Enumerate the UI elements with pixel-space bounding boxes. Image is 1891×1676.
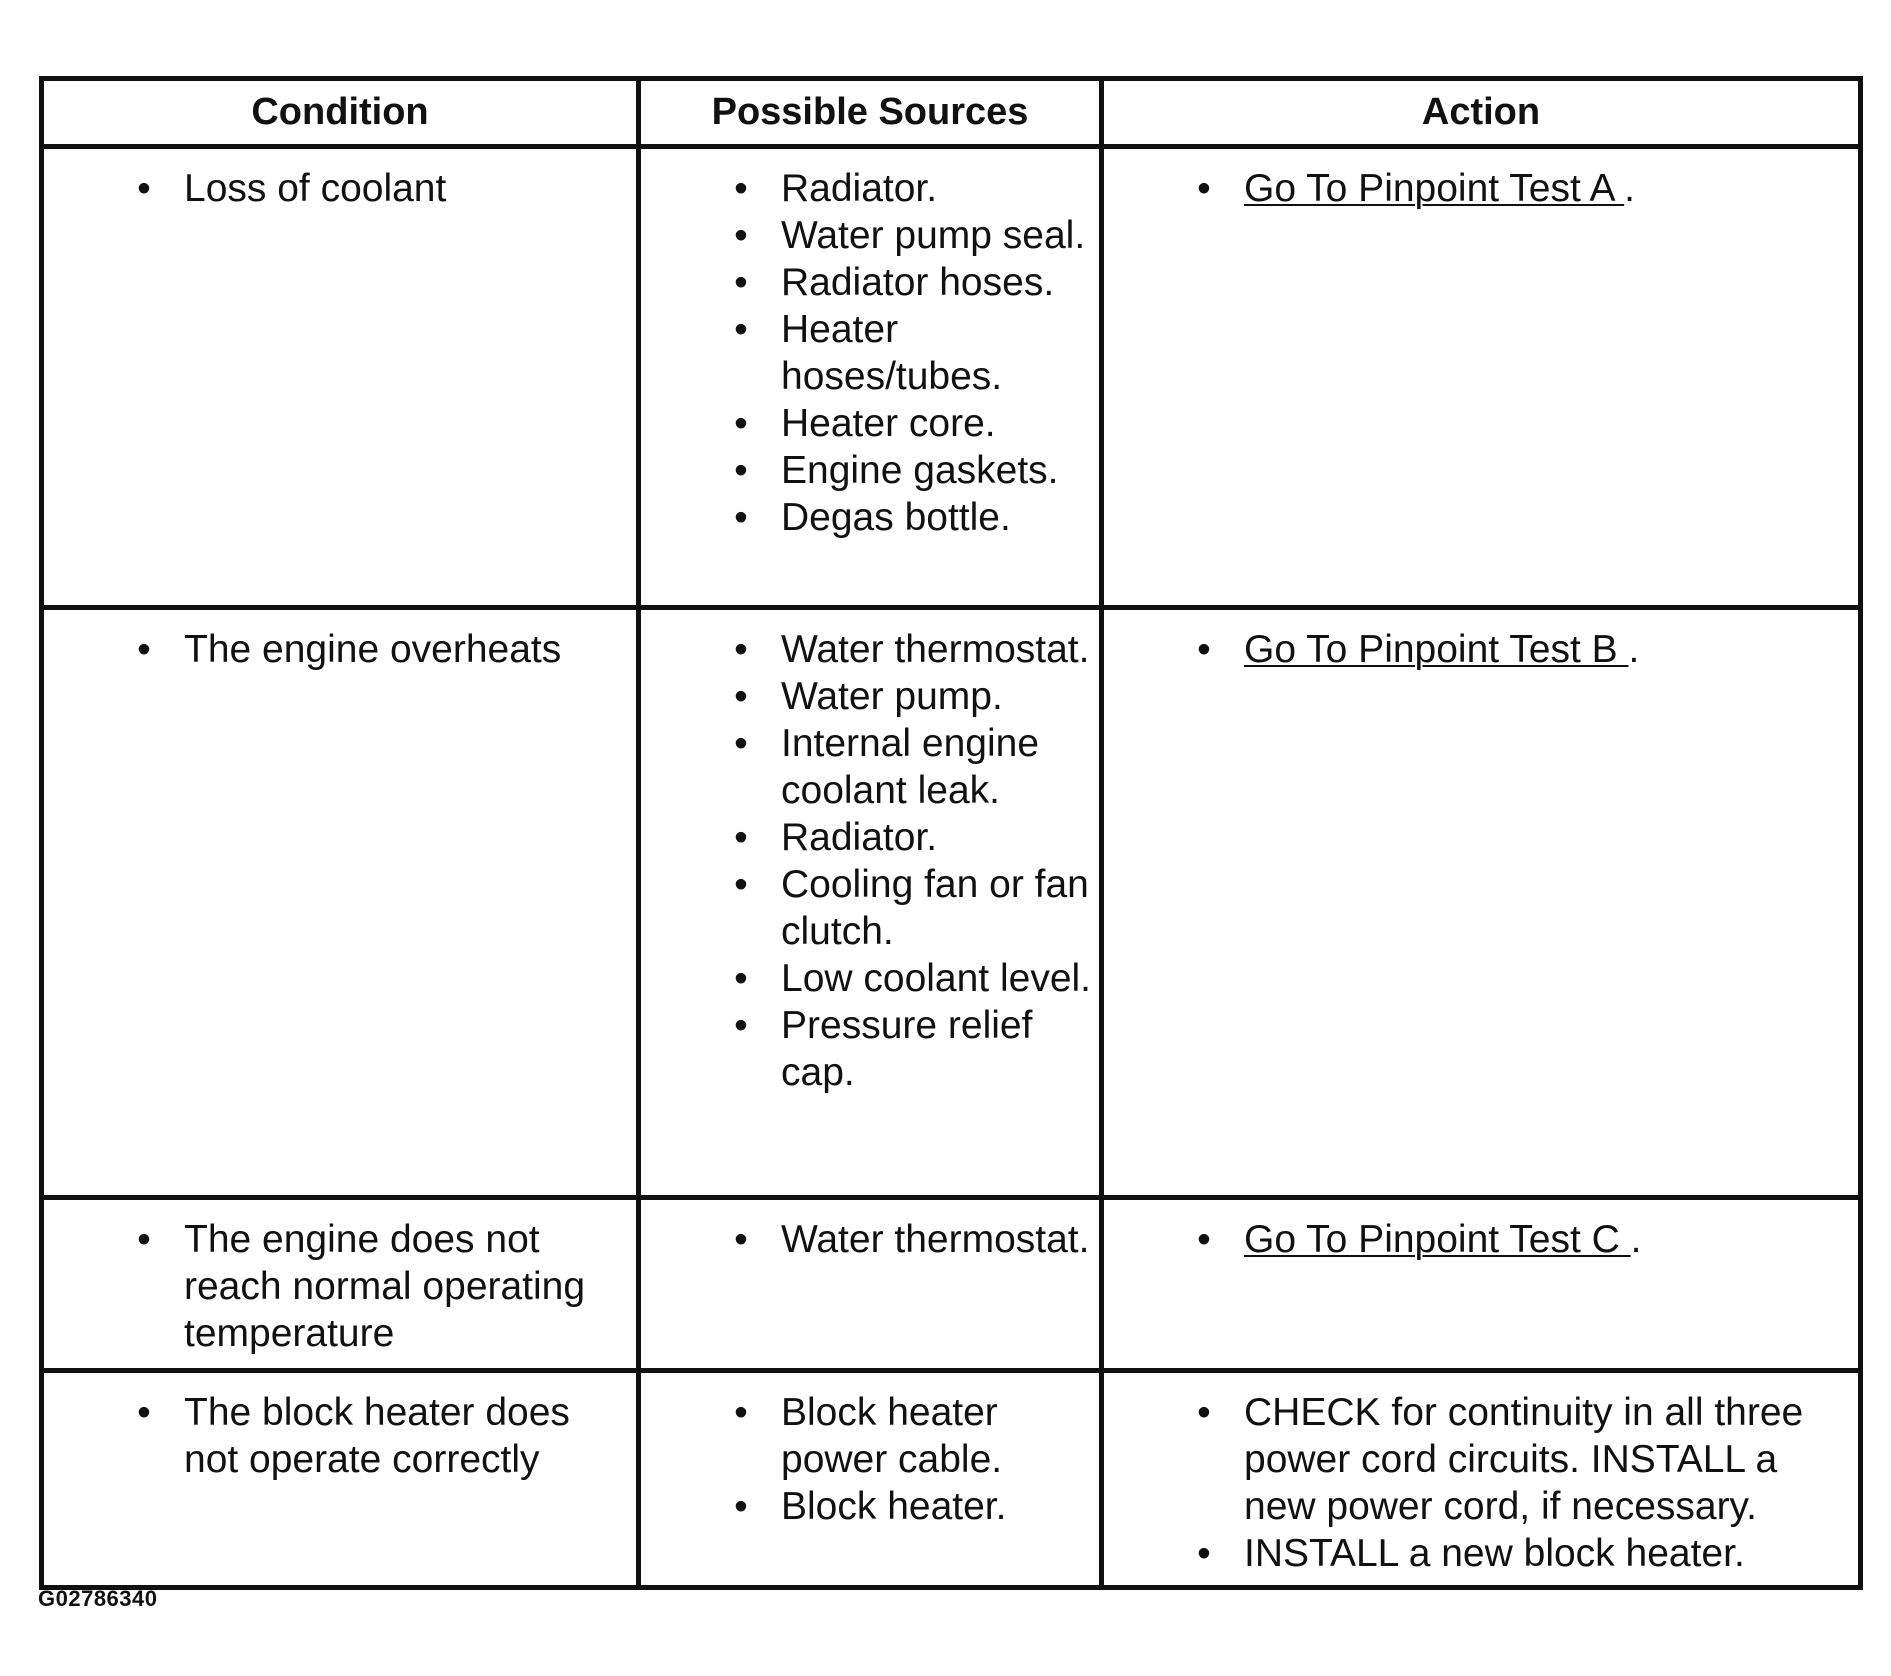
source-text: Block heater power cable. <box>781 1391 1003 1481</box>
link-suffix: . <box>1624 167 1635 210</box>
source-text: Block heater. <box>781 1485 1007 1528</box>
sources-list <box>641 1389 1093 1530</box>
list-item <box>641 165 1093 212</box>
bullet-icon: • <box>734 402 748 445</box>
source-text: Degas bottle. <box>781 496 1011 539</box>
source-text: Water thermostat. <box>781 1218 1090 1261</box>
bullet-icon: • <box>1197 1218 1211 1261</box>
bullet-icon: • <box>734 722 748 765</box>
condition-list <box>44 1389 630 1483</box>
bullet-icon: • <box>734 1004 748 1047</box>
source-text: Pressure relief cap. <box>781 1004 1033 1094</box>
source-text: Water pump. <box>781 675 1003 718</box>
bullet-icon: • <box>734 308 748 351</box>
source-text: Engine gaskets. <box>781 449 1059 492</box>
action-cell <box>1102 608 1861 1198</box>
action-text: INSTALL a new block heater. <box>1244 1532 1745 1575</box>
bullet-icon: • <box>1197 1391 1211 1434</box>
list-item <box>641 259 1093 306</box>
list-item <box>44 1389 630 1483</box>
sources-list <box>641 1216 1093 1263</box>
action-cell <box>1102 1198 1861 1371</box>
diagnosis-table <box>39 76 1863 1590</box>
header-row <box>42 79 1861 147</box>
action-text: CHECK for continuity in all three power cord circuits. INSTALL a new power cord, if necessary. <box>1244 1391 1804 1528</box>
bullet-icon: • <box>137 1218 151 1261</box>
condition-cell <box>42 608 639 1198</box>
header-condition: Condition <box>42 79 639 147</box>
source-text: Radiator. <box>781 816 938 859</box>
bullet-icon: • <box>1197 167 1211 210</box>
list-item <box>641 494 1093 541</box>
bullet-icon: • <box>734 214 748 257</box>
condition-list <box>44 626 630 673</box>
source-text: Radiator hoses. <box>781 261 1055 304</box>
figure-id-label: G02786340 <box>38 1586 158 1611</box>
bullet-icon: • <box>1197 628 1211 671</box>
list-item <box>641 1389 1093 1483</box>
pinpoint-test-b-link[interactable]: Go To Pinpoint Test B <box>1244 628 1629 671</box>
action-list <box>1104 1389 1852 1577</box>
source-text: Radiator. <box>781 167 938 210</box>
condition-text: The engine does not reach normal operating temperature <box>184 1218 586 1355</box>
table-row <box>42 608 1861 1198</box>
condition-text: The engine overheats <box>184 628 562 671</box>
list-item <box>641 1483 1093 1530</box>
list-item <box>641 955 1093 1002</box>
bullet-icon: • <box>734 496 748 539</box>
bullet-icon: • <box>734 628 748 671</box>
source-text: Cooling fan or fan clutch. <box>781 863 1089 953</box>
sources-list <box>641 626 1093 1096</box>
action-cell <box>1102 147 1861 608</box>
bullet-icon: • <box>734 167 748 210</box>
bullet-icon: • <box>734 675 748 718</box>
sources-cell <box>639 1371 1102 1588</box>
condition-text: The block heater does not operate correctly <box>184 1391 570 1481</box>
bullet-icon: • <box>137 628 151 671</box>
bullet-icon: • <box>734 449 748 492</box>
list-item <box>1104 165 1852 212</box>
link-suffix: . <box>1628 628 1640 671</box>
link-suffix: . <box>1630 1218 1642 1261</box>
source-text: Heater hoses/tubes. <box>781 308 1003 398</box>
table-row <box>42 1198 1861 1371</box>
list-item <box>44 626 630 673</box>
list-item <box>641 626 1093 673</box>
list-item <box>44 1216 630 1357</box>
condition-list <box>44 165 630 212</box>
condition-cell <box>42 1198 639 1371</box>
bullet-icon: • <box>734 816 748 859</box>
bullet-icon: • <box>734 863 748 906</box>
action-list <box>1104 165 1852 212</box>
bullet-icon: • <box>734 957 748 1000</box>
list-item <box>641 447 1093 494</box>
condition-list <box>44 1216 630 1357</box>
action-list <box>1104 1216 1852 1263</box>
bullet-icon: • <box>137 1391 151 1434</box>
sources-list <box>641 165 1093 541</box>
source-text: Heater core. <box>781 402 996 445</box>
bullet-icon: • <box>734 1218 748 1261</box>
list-item <box>641 400 1093 447</box>
condition-cell <box>42 1371 639 1588</box>
action-cell <box>1102 1371 1861 1588</box>
list-item <box>1104 1216 1852 1263</box>
list-item <box>1104 1389 1852 1530</box>
sources-cell <box>639 147 1102 608</box>
pinpoint-test-a-link[interactable]: Go To Pinpoint Test A <box>1244 167 1625 210</box>
list-item <box>641 212 1093 259</box>
source-text: Internal engine coolant leak. <box>781 722 1040 812</box>
bullet-icon: • <box>734 1391 748 1434</box>
sources-cell <box>639 608 1102 1198</box>
list-item <box>641 861 1093 955</box>
bullet-icon: • <box>734 261 748 304</box>
pinpoint-test-c-link[interactable]: Go To Pinpoint Test C <box>1244 1218 1631 1261</box>
list-item <box>641 1002 1093 1096</box>
list-item <box>44 165 630 212</box>
list-item <box>1104 1530 1852 1577</box>
header-possible-sources: Possible Sources <box>639 79 1102 147</box>
sources-cell <box>639 1198 1102 1371</box>
condition-text: Loss of coolant <box>184 167 447 210</box>
table-row <box>42 1371 1861 1588</box>
list-item <box>641 814 1093 861</box>
bullet-icon: • <box>734 1485 748 1528</box>
condition-cell <box>42 147 639 608</box>
source-text: Water thermostat. <box>781 628 1090 671</box>
header-action: Action <box>1102 79 1861 147</box>
list-item <box>641 306 1093 400</box>
source-text: Water pump seal. <box>781 214 1086 257</box>
action-list <box>1104 626 1852 673</box>
bullet-icon: • <box>1197 1532 1211 1575</box>
table-row <box>42 147 1861 608</box>
source-text: Low coolant level. <box>781 957 1092 1000</box>
list-item <box>641 720 1093 814</box>
list-item <box>1104 626 1852 673</box>
list-item <box>641 673 1093 720</box>
bullet-icon: • <box>137 167 151 210</box>
list-item <box>641 1216 1093 1263</box>
